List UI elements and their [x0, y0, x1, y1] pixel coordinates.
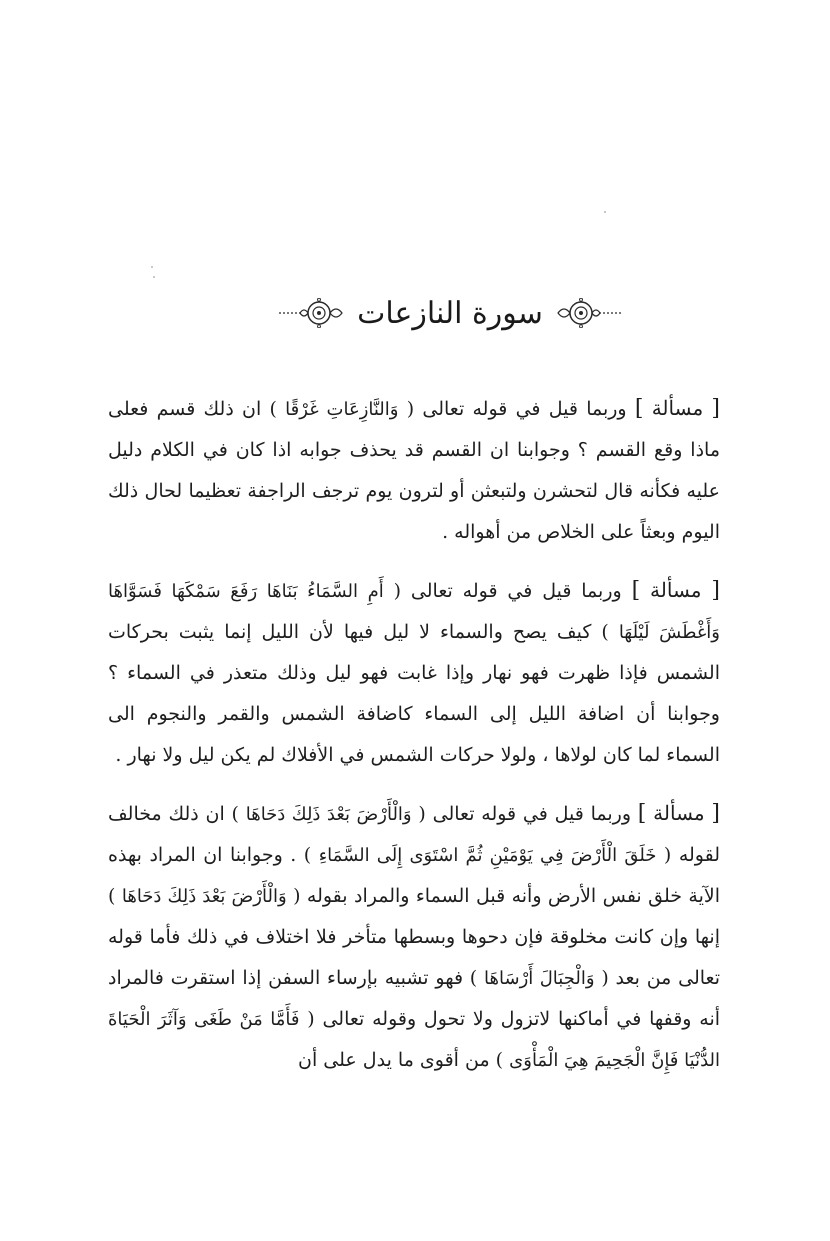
quran-quote: وَالْأَرْضَ بَعْدَ ذَلِكَ دَحَاهَا [245, 804, 412, 825]
paragraph-text: ) ان ذلك مخالف لقوله ( [108, 803, 721, 866]
sura-title: سورة النازعات [357, 295, 543, 331]
paragraph-text: ) إنها وإن كانت مخلوقة فإن دحوها وبسطها متأخر فلا اختلاف في ذلك فأما قوله تعالى من بعد ( [108, 885, 721, 989]
left-ornament-icon [277, 298, 347, 328]
paragraph-text: ) فهو تشبيه بإرساء السفن إذا استقرت فالمراد أنه وقفها في أماكنها لاتزول ولا تحول وقوله تعالى ( [108, 967, 721, 1030]
quran-quote: أَمِ السَّمَاءُ بَنَاهَا رَفَعَ سَمْكَهَا فَسَوَّاهَا وَأَغْطَشَ لَيْلَهَا [108, 581, 720, 643]
paragraph-3: [ مسألة ] وربما قيل في قوله تعالى ( وَالْأَرْضَ بَعْدَ ذَلِكَ دَحَاهَا ) ان ذلك مخالف لقوله ( خَلَقَ الْأَرْضَ فِي يَوْمَيْنِ ثُمَّ اسْتَوَى إِلَى السَّمَاءِ ) . وجوابنا ان المراد بهذه الآية خلق نفس الأرض وأنه قبل السماء والمراد بقوله ( وَالْأَرْضَ بَعْدَ ذَلِكَ دَحَاهَا ) إنها وإن كانت مخلوقة فإن دحوها وبسطها متأخر فلا اختلاف في ذلك فأما قوله تعالى من بعد ( وَالْجِبَالَ أَرْسَاهَا ) فهو تشبيه بإرساء السفن إذا استقرت فالمراد أنه وقفها في أماكنها لاتزول ولا تحول وقوله تعالى ( فَأَمَّا مَنْ طَغَى وَآثَرَ الْحَيَاةَ الدُّنْيَا فَإِنَّ الْجَحِيمَ هِيَ الْمَأْوَى ) من أقوى ما يدل على أن [108, 801, 721, 1071]
quran-quote: خَلَقَ الْأَرْضَ فِي يَوْمَيْنِ ثُمَّ اسْتَوَى إِلَى السَّمَاءِ [318, 845, 657, 866]
paragraph-text: وربما قيل في قوله تعالى ( [411, 803, 631, 825]
quran-quote: وَالْأَرْضَ بَعْدَ ذَلِكَ دَحَاهَا [121, 886, 287, 907]
paragraph-text: ) من أقوى ما يدل على أن [298, 1049, 504, 1071]
right-ornament-icon [553, 298, 623, 328]
paragraph-text: وربما قيل في قوله تعالى ( [398, 398, 627, 420]
paragraph-text: ) ان ذلك قسم فعلى ماذا وقع القسم ؟ وجوابنا ان القسم قد يحذف جوابه اذا كان في الكلام دليل عليه فكأنه قال لتحشرن ولتبعثن أو لترون يوم ترجف الراجفة تعظيما لحال ذلك اليوم وبعثاً على الخلاص من أهواله . [108, 398, 720, 543]
scan-speck [151, 266, 153, 268]
scan-speck [153, 276, 155, 278]
scan-speck [604, 211, 606, 213]
sura-header [290, 283, 610, 343]
masala-label: مسألة [651, 396, 704, 420]
masala-label: مسألة [653, 801, 705, 825]
paragraph-text: ) . وجوابنا ان المراد بهذه الآية خلق نفس الأرض وأنه قبل السماء والمراد بقوله ( [108, 844, 721, 907]
quran-quote: وَالنَّازِعَاتِ غَرْقًا [285, 399, 399, 420]
paragraph-2: [ مسألة ] وربما قيل في قوله تعالى ( أَمِ السَّمَاءُ بَنَاهَا رَفَعَ سَمْكَهَا فَسَوَّاهَا وَأَغْطَشَ لَيْلَهَا ) كيف يصح والسماء لا ليل فيها لأن الليل إنما يثبت بحركات الشمس فإذا ظهرت فهو نهار وإذا غابت فهو ليل وذلك متعذر في السماء ؟ وجوابنا أن اضافة الليل إلى السماء كاضافة الشمس والقمر والنجوم الى السماء لما كان لولاها ، ولولا حركات الشمس في الأفلاك لم يكن ليل ولا نهار . [108, 578, 720, 766]
quran-quote: فَأَمَّا مَنْ طَغَى وَآثَرَ الْحَيَاةَ الدُّنْيَا فَإِنَّ الْجَحِيمَ هِيَ الْمَأْوَى [108, 1009, 720, 1071]
paragraph-1: [ مسألة ] وربما قيل في قوله تعالى ( وَالنَّازِعَاتِ غَرْقًا ) ان ذلك قسم فعلى ماذا وقع القسم ؟ وجوابنا ان القسم قد يحذف جوابه اذا كان في الكلام دليل عليه فكأنه قال لتحشرن ولتبعثن أو لترون يوم ترجف الراجفة تعظيما لحال ذلك اليوم وبعثاً على الخلاص من أهواله . [108, 396, 721, 543]
paragraph-text: وربما قيل في قوله تعالى ( [383, 580, 622, 602]
paragraph-text: ) كيف يصح والسماء لا ليل فيها لأن الليل إنما يثبت بحركات الشمس فإذا ظهرت فهو نهار وإذا غابت فهو ليل وذلك متعذر في السماء ؟ وجوابنا أن اضافة الليل إلى السماء كاضافة الشمس والقمر والنجوم الى السماء لما كان لولاها ، ولولا حركات الشمس في الأفلاك لم يكن ليل ولا نهار . [108, 621, 720, 766]
quran-quote: وَالْجِبَالَ أَرْسَاهَا [484, 968, 595, 989]
masala-label: مسألة [650, 578, 702, 602]
